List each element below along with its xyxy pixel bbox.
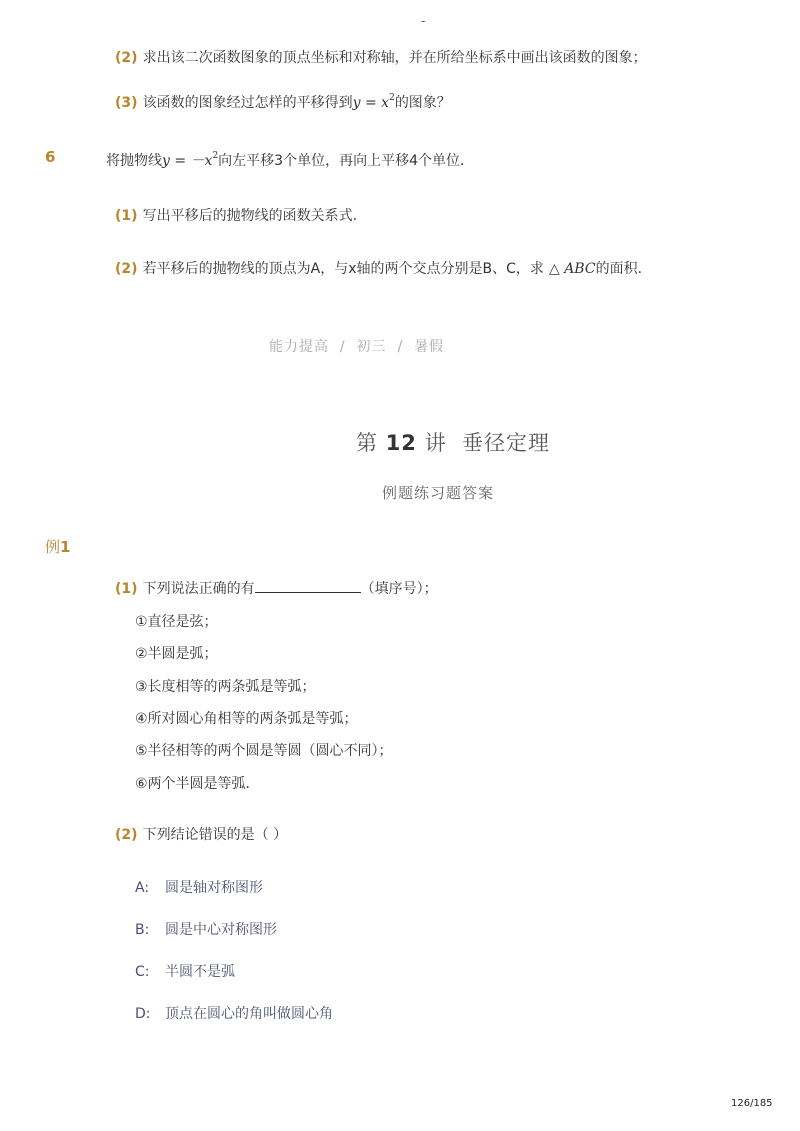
answer-blank [255, 580, 361, 593]
math-formula: $y = -x^2$ [162, 151, 219, 169]
statement-item: ③长度相等的两条弧是等弧； [135, 679, 316, 695]
question-text: 下列说法正确的有 [142, 581, 255, 597]
option-text: 圆是轴对称图形 [165, 880, 263, 896]
stem-text: 将抛物线 [106, 153, 162, 169]
problem-6-stem [106, 150, 474, 170]
question-text-end: （填序号）； [360, 581, 438, 597]
statement-item: ⑥两个半圆是等弧． [135, 776, 260, 792]
stem-text-end: 向左平移3个单位，再向上平移4个单位． [218, 153, 474, 169]
option-d[interactable] [135, 1003, 333, 1023]
option-label: D: [135, 1006, 151, 1022]
option-a[interactable] [135, 877, 263, 897]
problem-6-question-2 [115, 258, 652, 278]
question-number: (2) [115, 827, 138, 843]
top-mark: - [421, 14, 426, 28]
option-text: 顶点在圆心的角叫做圆心角 [165, 1006, 333, 1022]
example-question-2 [115, 824, 287, 844]
option-label: B: [135, 922, 150, 938]
math-formula: △ ABC [548, 261, 596, 277]
question-number: (2) [115, 50, 138, 66]
math-formula: $y = x^2$ [352, 93, 395, 111]
breadcrumb-separator: / [397, 339, 404, 355]
lesson-title: 第 12 讲 垂径定理 [356, 431, 550, 455]
option-label: A: [135, 880, 150, 896]
breadcrumb [269, 336, 444, 356]
option-text: 半圆不是弧 [165, 964, 235, 980]
option-c[interactable] [135, 961, 235, 981]
prev-question-3 [115, 92, 451, 112]
question-text: 该函数的图象经过怎样的平移得到 [142, 95, 353, 111]
statement-item: ②半圆是弧； [135, 646, 218, 662]
section-subtitle: 例题练习题答案 [382, 484, 495, 502]
page-number: 126/185 [731, 1098, 773, 1109]
question-text: 下列结论错误的是（ ） [142, 827, 288, 843]
question-number: (1) [115, 581, 138, 597]
question-number: (1) [115, 208, 138, 224]
problem-number: 6 [45, 148, 56, 166]
option-b[interactable] [135, 919, 277, 939]
statement-item: ①直径是弦； [135, 614, 218, 630]
problem-6-question-1 [115, 205, 367, 225]
breadcrumb-item: 暑假 [414, 339, 445, 355]
question-number: (3) [115, 95, 138, 111]
option-text: 圆是中心对称图形 [165, 922, 277, 938]
statement-item: ④所对圆心角相等的两条弧是等弧； [135, 711, 358, 727]
option-label: C: [135, 964, 150, 980]
question-text: 若平移后的抛物线的顶点为A，与x轴的两个交点分别是B、C，求 [142, 261, 544, 277]
question-text: 求出该二次函数图象的顶点坐标和对称轴，并在所给坐标系中画出该函数的图象； [142, 50, 647, 66]
breadcrumb-item: 能力提高 [269, 339, 329, 355]
question-text-end: 的面积． [595, 261, 652, 277]
prev-question-2 [115, 47, 647, 67]
question-text: 写出平移后的抛物线的函数关系式． [142, 208, 367, 224]
example-question-1 [115, 578, 438, 598]
example-label: 例1 [45, 538, 71, 556]
statement-item: ⑤半径相等的两个圆是等圆（圆心不同）； [135, 743, 393, 759]
question-text-end: 的图象？ [394, 95, 451, 111]
breadcrumb-item: 初三 [356, 339, 387, 355]
question-number: (2) [115, 261, 138, 277]
breadcrumb-separator: / [339, 339, 346, 355]
